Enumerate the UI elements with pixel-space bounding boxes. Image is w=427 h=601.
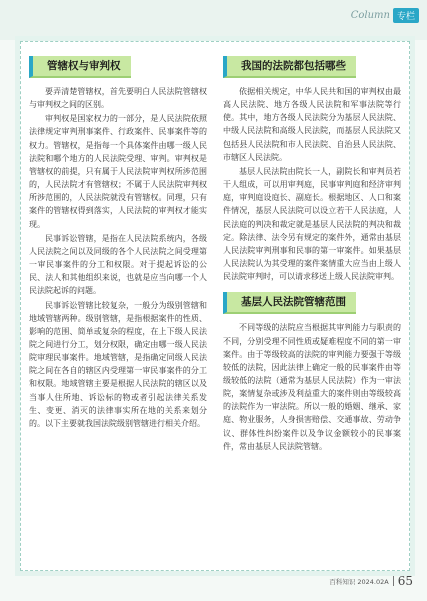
paragraph: 民事诉讼管辖比较复杂，一般分为级别管辖和地域管辖两种。级别管辖，是指根据案件的性质、影响的范围、简单或复杂的程度，在上下级人民法院之间进行分工，划分权限，确定由哪一级人民法院审理民事案件。地域管辖，是指确定同级人民法院之间在各自的辖区内受理第一审民事案件的分工和权限。地域管辖主要是根据人民法院的辖区以及当事人住所地、诉讼标的物或者引起法律关系发生、变更、消灭的法律事实所在地的关系来划分的。以下主要就我国法院级别管辖进行相关介绍。 [29, 300, 207, 428]
page-footer [329, 574, 413, 588]
paragraph: 基层人民法院由院长一人，副院长和审判员若干人组成，可以用审判庭，民事审判庭和经济审判庭，审判庭设庭长、副庭长。根据地区、人口和案件情况，基层人民法院可以设立若干人民法庭，人民法庭的判决和裁定就是基层人民法院的判决和裁定。除法律、法令另有规定的案件外，通常由基层人民法院审判刑事和民事的第一审案件。如果基层人民法院认为其受理的案件案情重大应当由上级人民法院审判时，可以请求移送上级人民法院审判。 [223, 166, 401, 282]
page-number: 65 [397, 574, 413, 588]
left-column [29, 54, 207, 431]
column-chip: 专栏 [393, 8, 419, 23]
paragraph: 依据相关规定，中华人民共和国的审判权由最高人民法院、地方各级人民法院和军事法院等行使。其中，地方各级人民法院分为基层人民法院、中级人民法院和高级人民法院，而基层人民法院又包括县人民法院和市人民法院、自治县人民法院、市辖区人民法院。 [223, 87, 401, 162]
journal-name: 百科知识 2024.02A [329, 577, 389, 586]
column-tag [351, 8, 419, 23]
section-title-jurisdiction: 管辖权与审判权 [29, 56, 131, 78]
section-title-courts: 我国的法院都包括哪些 [223, 56, 356, 78]
right-column [223, 54, 401, 454]
article-page [20, 41, 410, 571]
paragraph: 不同等级的法院应当根据其审判能力与职责的不同，分别受理不同性质或疑难程度不同的第一审案件。由于等级较高的法院的审判能力要强于等级较低的法院，因此法律上确定一般的民事案件由等级较低的法院（通常为基层人民法院）作为一审法院，案情复杂或涉及利益重大的案件则由等级较高的法院作为一审法院。所以一般的婚姻、继承、家庭、物业服务，人身损害赔偿、交通事故、劳动争议、群体性纠纷案件以及争议金额较小的民事案件，常由基层人民法院管辖。 [223, 323, 401, 451]
section-title-basic-court-scope: 基层人民法院管辖范围 [223, 292, 356, 314]
paragraph: 要弄清楚管辖权，首先要明白人民法院管辖权与审判权之间的区别。 [29, 87, 207, 110]
footer-divider [393, 576, 394, 586]
column-label: Column [350, 10, 390, 21]
paragraph: 民事诉讼管辖，是指在人民法院系统内，各级人民法院之间以及同级的各个人民法院之间受理第一审民事案件的分工和权限。对于提起诉讼的公民、法人和其他组织来说，也就是应当向哪一个人民法院起诉的问题。 [29, 233, 207, 296]
paragraph: 审判权是国家权力的一部分，是人民法院依照法律规定审判刑事案件、行政案件、民事案件等的权力。管辖权，是指每一个具体案件由哪一级人民法院和哪个地方的人民法院受理、审判。审判权是管辖权的前提，只有属于人民法院审判权所涉范围的，人民法院才有管辖权；不属于人民法院审判权所涉范围的，人民法院就没有管辖权。同理，只有案件的管辖权得到落实，人民法院的审判权才能实现。 [29, 114, 207, 229]
